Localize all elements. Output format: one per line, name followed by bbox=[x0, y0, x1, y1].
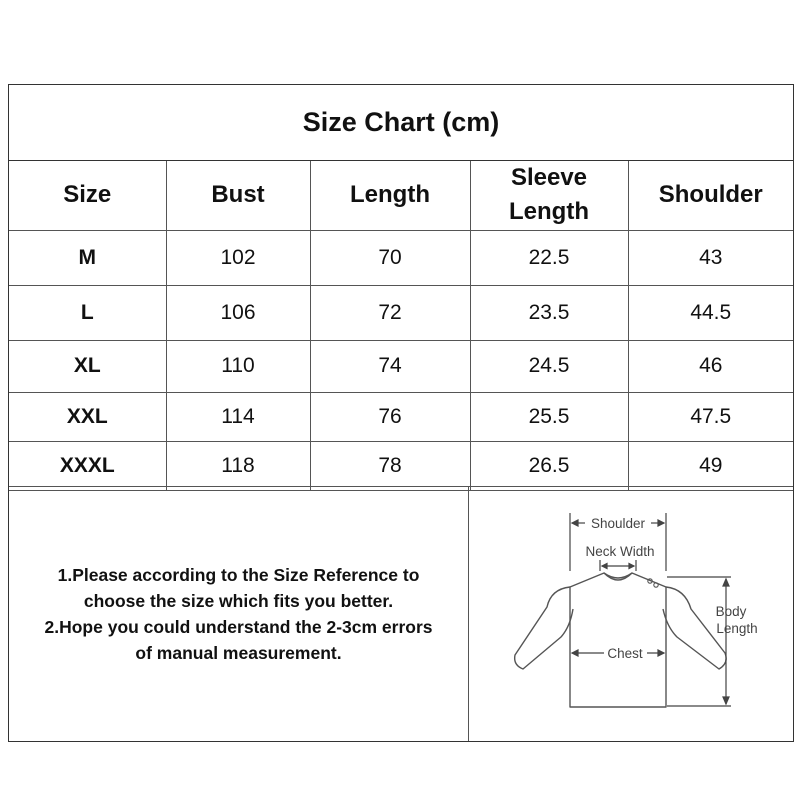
cell-size: XXXL bbox=[9, 441, 166, 490]
cell-shoulder: 49 bbox=[628, 441, 793, 490]
cell-length: 72 bbox=[310, 285, 470, 340]
table-row bbox=[9, 392, 793, 441]
table-row bbox=[9, 340, 793, 392]
shirt-diagram bbox=[469, 487, 793, 742]
cell-length: 76 bbox=[310, 392, 470, 441]
cell-sleeve: 25.5 bbox=[470, 392, 628, 441]
cell-sleeve: 24.5 bbox=[470, 340, 628, 392]
cell-sleeve: 26.5 bbox=[470, 441, 628, 490]
header-size: Size bbox=[9, 161, 166, 230]
cell-shoulder: 47.5 bbox=[628, 392, 793, 441]
note-line-1: 1.Please according to the Size Reference to bbox=[57, 565, 420, 585]
cell-size: M bbox=[9, 230, 166, 285]
size-chart bbox=[8, 84, 794, 742]
cell-bust: 114 bbox=[166, 392, 310, 441]
chart-title: Size Chart (cm) bbox=[9, 85, 793, 161]
shoulder-label: Shoulder bbox=[590, 516, 646, 531]
cell-sleeve: 22.5 bbox=[470, 230, 628, 285]
cell-bust: 118 bbox=[166, 441, 310, 490]
header-shoulder: Shoulder bbox=[628, 161, 793, 230]
header-sleeve-length bbox=[470, 161, 628, 230]
cell-shoulder: 43 bbox=[628, 230, 793, 285]
header-bust: Bust bbox=[166, 161, 310, 230]
table-header-row bbox=[9, 161, 793, 230]
cell-bust: 106 bbox=[166, 285, 310, 340]
neck-width-label: Neck Width bbox=[585, 544, 655, 559]
cell-length: 78 bbox=[310, 441, 470, 490]
bottom-section bbox=[9, 486, 793, 741]
header-sleeve-line2: Length bbox=[509, 198, 589, 226]
cell-length: 74 bbox=[310, 340, 470, 392]
cell-size: XL bbox=[9, 340, 166, 392]
cell-length: 70 bbox=[310, 230, 470, 285]
cell-bust: 110 bbox=[166, 340, 310, 392]
shirt-outline bbox=[515, 573, 726, 707]
cell-size: XXL bbox=[9, 392, 166, 441]
cell-sleeve: 23.5 bbox=[470, 285, 628, 340]
note-line-4: of manual measurement. bbox=[135, 643, 342, 663]
cell-shoulder: 44.5 bbox=[628, 285, 793, 340]
table-row bbox=[9, 285, 793, 340]
note-line-2: choose the size which fits you better. bbox=[83, 591, 394, 611]
cell-size: L bbox=[9, 285, 166, 340]
body-length-label-2: Length bbox=[716, 621, 758, 636]
cell-bust: 102 bbox=[166, 230, 310, 285]
measurement-diagram bbox=[469, 487, 793, 741]
cell-shoulder: 46 bbox=[628, 340, 793, 392]
header-length: Length bbox=[310, 161, 470, 230]
chest-label: Chest bbox=[607, 646, 643, 661]
table-row bbox=[9, 230, 793, 285]
table-row bbox=[9, 441, 793, 490]
body-length-label-1: Body bbox=[715, 604, 747, 619]
measurement-notes bbox=[9, 487, 469, 741]
size-table bbox=[9, 161, 793, 491]
note-line-3: 2.Hope you could understand the 2-3cm errors bbox=[44, 617, 433, 637]
header-sleeve-line1: Sleeve bbox=[510, 164, 588, 192]
